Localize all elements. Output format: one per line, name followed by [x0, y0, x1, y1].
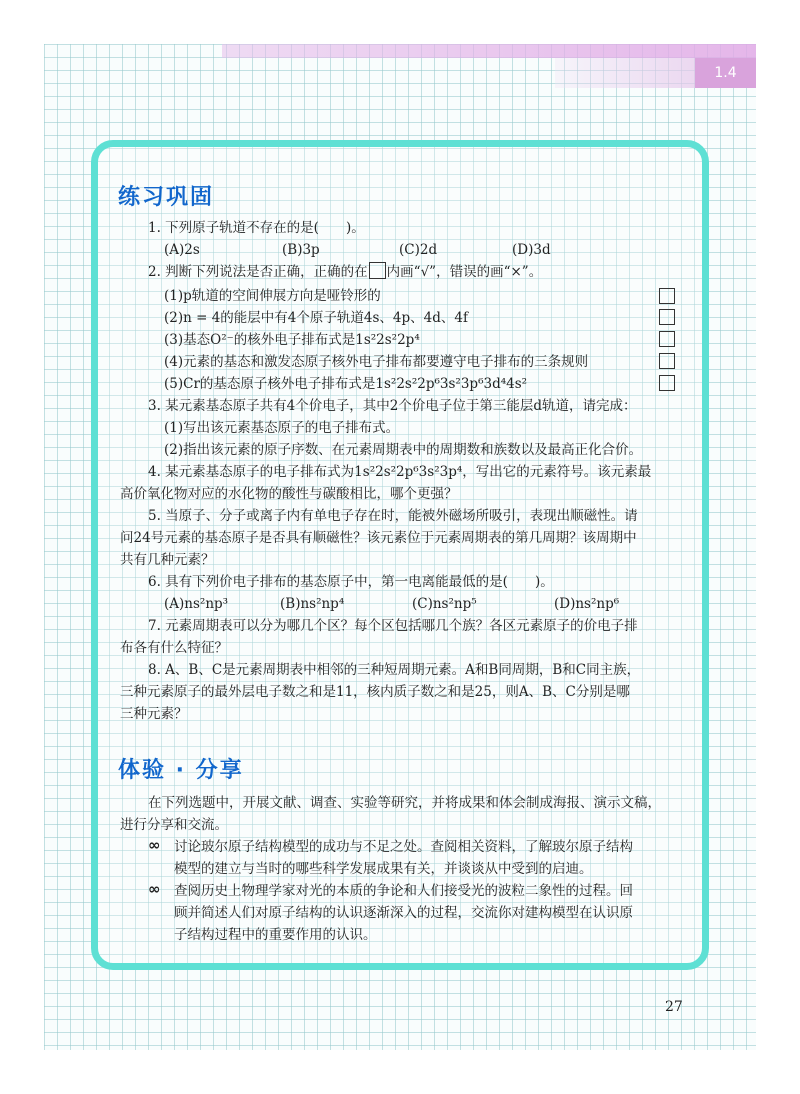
topic2-line-2: 顾并简述人们对原子结构的认识逐渐深入的过程，交流你对建构模型在认识原: [174, 905, 633, 921]
q1-option-a: (A)2s: [164, 242, 200, 258]
q6-stem: 6. 具有下列价电子排布的基态原子中，第一电离能最低的是( )。: [148, 574, 554, 590]
practice-heading: 练习巩固: [118, 185, 215, 210]
q6-option-c: (C)ns²np⁵: [412, 596, 477, 612]
topic1-line-1: 讨论玻尔原子结构模型的成功与不足之处。查阅相关资料，了解玻尔原子结构: [174, 839, 633, 855]
q4-line-1: 4. 某元素基态原子的电子排布式为1s²2s²2p⁶3s²3p⁴，写出它的元素符号。该元素最: [148, 464, 652, 480]
q8-line-1: 8. A、B、C是元素周期表中相邻的三种短周期元素。A和B同周期，B和C同主族，: [148, 662, 641, 678]
q3-part-1: (1)写出该元素基态原子的电子排布式。: [164, 420, 400, 436]
q7-line-1: 7. 元素周期表可以分为哪几个区？每个区包括哪几个族？各区元素原子的价电子排: [148, 618, 638, 634]
q2-stem: [148, 262, 542, 282]
q2-answer-box-3[interactable]: [659, 331, 675, 347]
q8-line-3: 三种元素？: [120, 706, 188, 722]
q2-item-3: (3)基态O²⁻的核外电子排布式是1s²2s²2p⁴: [164, 332, 420, 348]
q5-line-1: 5. 当原子、分子或离子内有单电子存在时，能被外磁场所吸引，表现出顺磁性。请: [148, 508, 638, 524]
section-tab: 1.4: [695, 58, 756, 88]
q8-line-2: 三种元素原子的最外层电子数之和是11，核内质子数之和是25，则A、B、C分别是哪: [120, 684, 630, 700]
answer-box-sample: [369, 262, 386, 279]
share-heading: 体验 · 分享: [118, 758, 244, 783]
header-band-fade: [555, 58, 695, 88]
q5-line-3: 共有几种元素？: [120, 552, 215, 568]
q6-option-a: (A)ns²np³: [164, 596, 229, 612]
q2-item-5: (5)Cr的基态原子核外电子排布式是1s²2s²2p⁶3s²3p⁶3d⁴4s²: [164, 376, 528, 392]
q2-item-4: (4)元素的基态和激发态原子核外电子排布都要遵守电子排布的三条规则: [164, 354, 589, 370]
infinity-bullet-icon: ∞: [148, 880, 161, 898]
share-intro-line-1: 在下列选题中，开展文献、调查、实验等研究，并将成果和体会制成海报、演示文稿，: [148, 795, 661, 811]
q2-item-2: (2)n = 4的能层中有4个原子轨道4s、4p、4d、4f: [164, 310, 468, 326]
q2-answer-box-4[interactable]: [659, 353, 675, 369]
q4-line-2: 高价氧化物对应的水化物的酸性与碳酸相比，哪个更强？: [120, 486, 458, 502]
share-intro-line-2: 进行分享和交流。: [120, 817, 228, 833]
q5-line-2: 问24号元素的基态原子是否具有顺磁性？该元素位于元素周期表的第几周期？该周期中: [120, 530, 637, 546]
q6-option-b: (B)ns²np⁴: [280, 596, 345, 612]
q1-option-b: (B)3p: [282, 242, 320, 258]
page-number: 27: [665, 999, 683, 1015]
q1-stem: 1. 下列原子轨道不存在的是( )。: [148, 220, 365, 236]
q6-option-d: (D)ns²np⁶: [554, 596, 620, 612]
topic2-line-1: 查阅历史上物理学家对光的本质的争论和人们接受光的波粒二象性的过程。回: [174, 883, 633, 899]
infinity-bullet-icon: ∞: [148, 836, 161, 854]
q2-answer-box-2[interactable]: [659, 309, 675, 325]
q3-stem: 3. 某元素基态原子共有4个价电子，其中2个价电子位于第三能层d轨道，请完成：: [148, 398, 637, 414]
q2-item-1: (1)p轨道的空间伸展方向是哑铃形的: [164, 288, 381, 304]
q2-stem-after: 内画“√”，错误的画“×”。: [386, 264, 543, 280]
header-band: [222, 44, 756, 58]
topic2-line-3: 子结构过程中的重要作用的认识。: [174, 927, 377, 943]
q1-option-d: (D)3d: [512, 242, 551, 258]
topic1-line-2: 模型的建立与当时的哪些科学发展成果有关，并谈谈从中受到的启迪。: [174, 861, 593, 877]
q1-option-c: (C)2d: [399, 242, 438, 258]
q2-answer-box-5[interactable]: [659, 375, 675, 391]
q3-part-2: (2)指出该元素的原子序数、在元素周期表中的周期数和族数以及最高正化合价。: [164, 442, 643, 458]
q2-answer-box-1[interactable]: [659, 288, 675, 304]
q2-stem-before: 2. 判断下列说法是否正确，正确的在: [148, 264, 368, 280]
q7-line-2: 布各有什么特征？: [120, 640, 228, 656]
